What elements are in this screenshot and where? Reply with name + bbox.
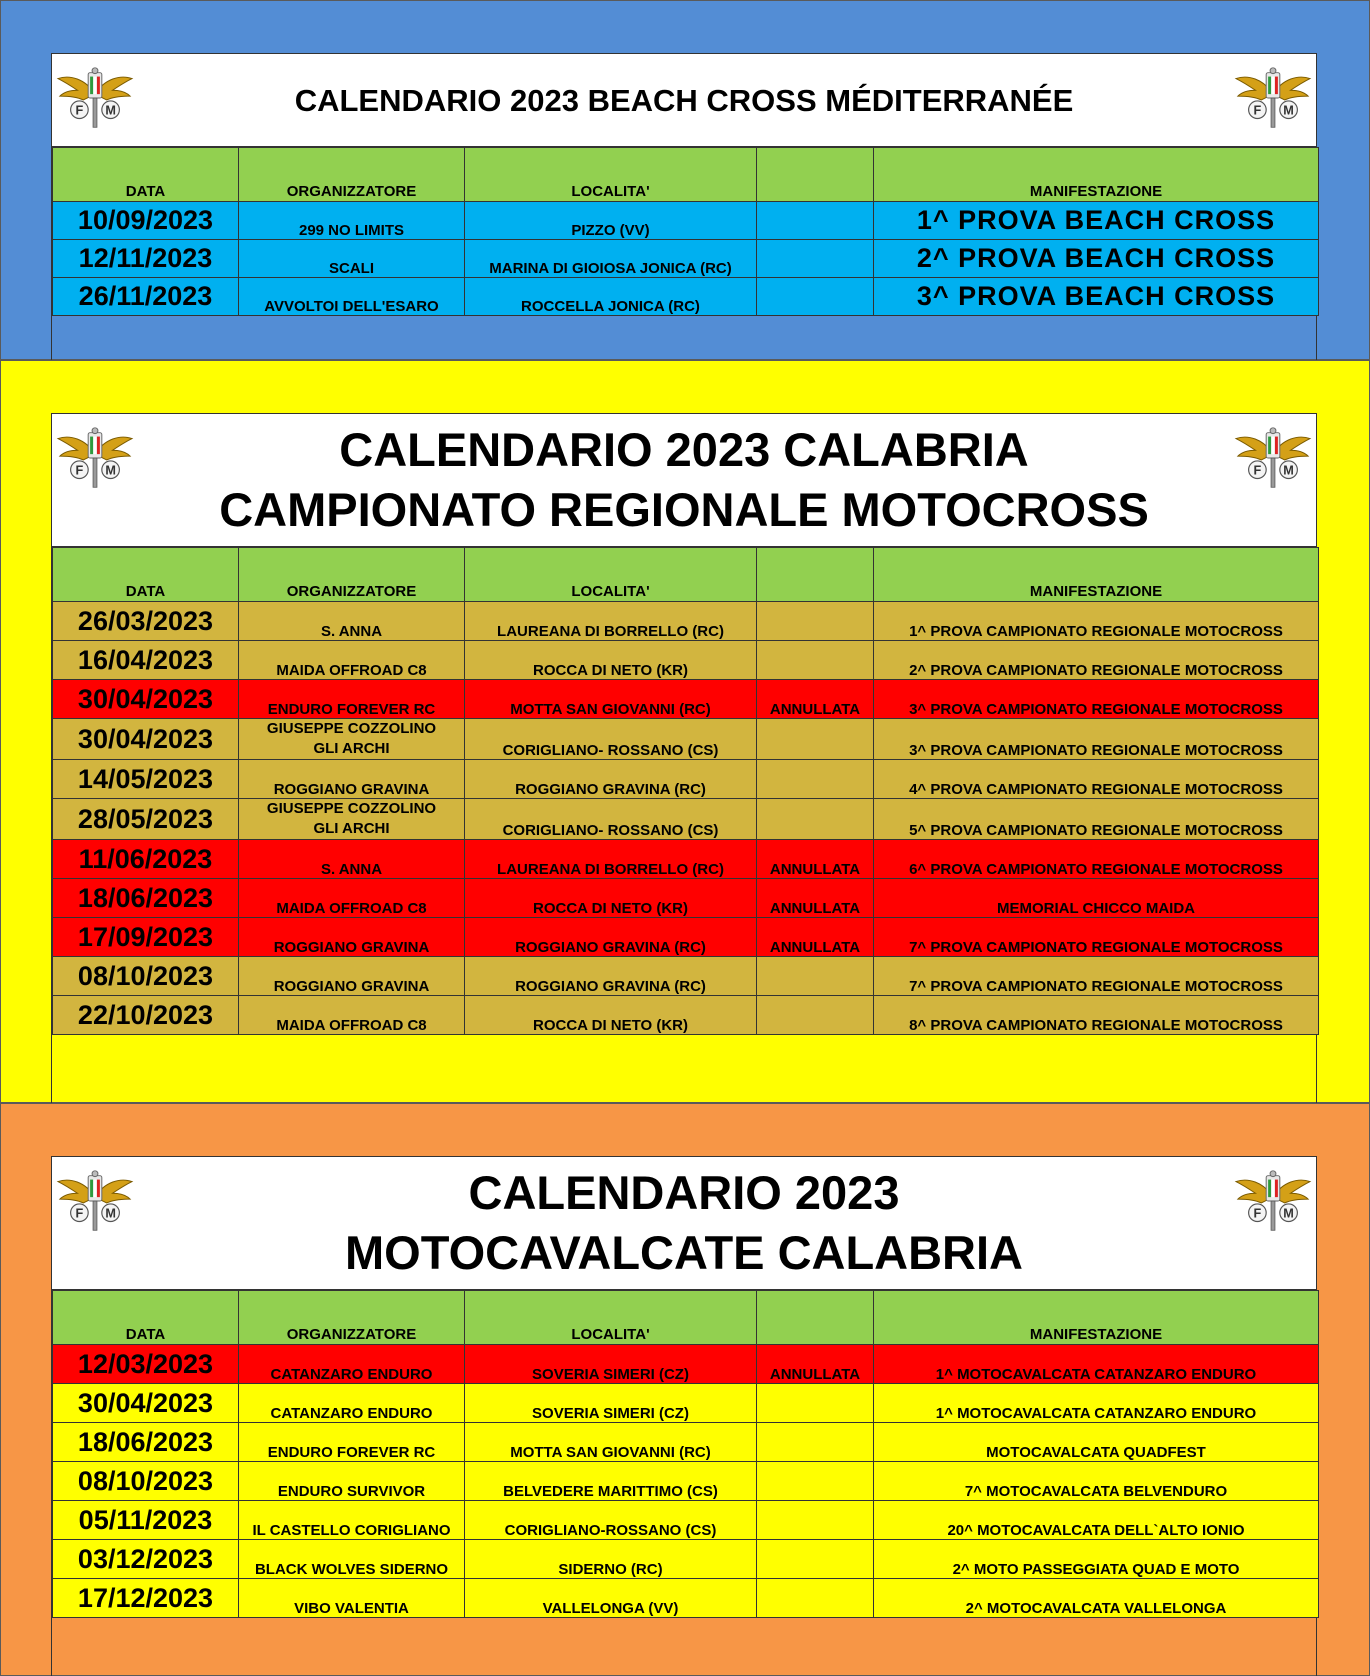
beach-table (52, 147, 1319, 316)
cell-data: 05/11/2023 (53, 1501, 239, 1540)
cell-manifestazione: 2^ MOTOCAVALCATA VALLELONGA (874, 1579, 1319, 1618)
cell-data: 03/12/2023 (53, 1540, 239, 1579)
cell-manifestazione: 7^ MOTOCAVALCATA BELVENDURO (874, 1462, 1319, 1501)
cell-localita: PIZZO (VV) (465, 202, 757, 240)
cell-manifestazione: 7^ PROVA CAMPIONATO REGIONALE MOTOCROSS (874, 957, 1319, 996)
cell-data: 28/05/2023 (53, 799, 239, 840)
table-row (53, 1579, 1319, 1618)
cell-organizzatore: ENDURO SURVIVOR (239, 1462, 465, 1501)
beach-panel (51, 53, 1317, 361)
cell-stato: ANNULLATA (757, 879, 874, 918)
cell-organizzatore: S. ANNA (239, 840, 465, 879)
cell-data: 14/05/2023 (53, 760, 239, 799)
col-header-organizzatore: ORGANIZZATORE (239, 1291, 465, 1345)
organizzatore-line2: GLI ARCHI (313, 820, 390, 837)
table-row (53, 278, 1319, 316)
col-header-stato (757, 548, 874, 602)
cell-stato (757, 719, 874, 760)
cell-manifestazione: 2^ MOTO PASSEGGIATA QUAD E MOTO (874, 1540, 1319, 1579)
cell-localita: BELVEDERE MARITTIMO (CS) (465, 1462, 757, 1501)
motocross-title-line2: CAMPIONATO REGIONALE MOTOCROSS (219, 483, 1149, 536)
table-row (53, 1423, 1319, 1462)
table-row (53, 879, 1319, 918)
cell-data: 10/09/2023 (53, 202, 239, 240)
cell-manifestazione: 1^ MOTOCAVALCATA CATANZARO ENDURO (874, 1345, 1319, 1384)
section-motocavalcate (0, 1103, 1370, 1676)
col-header-stato (757, 148, 874, 202)
cell-data: 11/06/2023 (53, 840, 239, 879)
cell-data: 17/09/2023 (53, 918, 239, 957)
cell-stato (757, 641, 874, 680)
cell-data: 12/03/2023 (53, 1345, 239, 1384)
cell-localita: MOTTA SAN GIOVANNI (RC) (465, 680, 757, 719)
table-row (53, 641, 1319, 680)
cell-manifestazione: 3^ PROVA BEACH CROSS (874, 278, 1319, 316)
cell-organizzatore: VIBO VALENTIA (239, 1579, 465, 1618)
cell-organizzatore: 299 NO LIMITS (239, 202, 465, 240)
col-header-manifestazione: MANIFESTAZIONE (874, 548, 1319, 602)
cell-data: 08/10/2023 (53, 957, 239, 996)
col-header-data: DATA (53, 148, 239, 202)
cell-organizzatore: BLACK WOLVES SIDERNO (239, 1540, 465, 1579)
col-header-localita: LOCALITA' (465, 148, 757, 202)
cell-data: 22/10/2023 (53, 996, 239, 1035)
col-header-organizzatore: ORGANIZZATORE (239, 148, 465, 202)
cell-stato (757, 1462, 874, 1501)
beach-title-box (52, 53, 1316, 147)
cell-manifestazione: 6^ PROVA CAMPIONATO REGIONALE MOTOCROSS (874, 840, 1319, 879)
table-row (53, 799, 1319, 840)
cell-localita: ROGGIANO GRAVINA (RC) (465, 957, 757, 996)
cell-data: 18/06/2023 (53, 879, 239, 918)
cell-data: 08/10/2023 (53, 1462, 239, 1501)
table-row (53, 1462, 1319, 1501)
col-header-localita: LOCALITA' (465, 1291, 757, 1345)
cell-stato (757, 1384, 874, 1423)
cell-localita: CORIGLIANO- ROSSANO (CS) (465, 799, 757, 840)
cell-localita: MARINA DI GIOIOSA JONICA (RC) (465, 240, 757, 278)
cell-stato (757, 1579, 874, 1618)
organizzatore-line1: GIUSEPPE COZZOLINO (266, 800, 437, 817)
table-row (53, 996, 1319, 1035)
cell-data: 26/03/2023 (53, 602, 239, 641)
cell-stato (757, 996, 874, 1035)
cell-data: 12/11/2023 (53, 240, 239, 278)
cell-stato (757, 799, 874, 840)
motocross-title-line1: CALENDARIO 2023 CALABRIA (339, 423, 1029, 476)
cell-organizzatore: S. ANNA (239, 602, 465, 641)
cell-data: 17/12/2023 (53, 1579, 239, 1618)
cell-stato: ANNULLATA (757, 1345, 874, 1384)
cell-localita: ROCCA DI NETO (KR) (465, 641, 757, 680)
table-row (53, 719, 1319, 760)
cell-manifestazione: 1^ MOTOCAVALCATA CATANZARO ENDURO (874, 1384, 1319, 1423)
col-header-stato (757, 1291, 874, 1345)
fmi-logo-icon (1234, 1167, 1312, 1237)
cell-organizzatore: ENDURO FOREVER RC (239, 680, 465, 719)
cell-manifestazione: 3^ PROVA CAMPIONATO REGIONALE MOTOCROSS (874, 719, 1319, 760)
table-row (53, 918, 1319, 957)
cell-localita: SOVERIA SIMERI (CZ) (465, 1345, 757, 1384)
cell-manifestazione: MOTOCAVALCATA QUADFEST (874, 1423, 1319, 1462)
cell-manifestazione: 7^ PROVA CAMPIONATO REGIONALE MOTOCROSS (874, 918, 1319, 957)
cell-manifestazione: 1^ PROVA CAMPIONATO REGIONALE MOTOCROSS (874, 602, 1319, 641)
cell-stato (757, 1423, 874, 1462)
cell-data: 18/06/2023 (53, 1423, 239, 1462)
table-row (53, 840, 1319, 879)
motocavalcate-title-line2: MOTOCAVALCATE CALABRIA (345, 1226, 1023, 1279)
cell-organizzatore: CATANZARO ENDURO (239, 1345, 465, 1384)
cell-organizzatore: SCALI (239, 240, 465, 278)
cell-data: 30/04/2023 (53, 1384, 239, 1423)
col-header-organizzatore: ORGANIZZATORE (239, 548, 465, 602)
fmi-logo-icon (56, 424, 134, 494)
cell-organizzatore: MAIDA OFFROAD C8 (239, 641, 465, 680)
table-row (53, 602, 1319, 641)
cell-localita: ROCCA DI NETO (KR) (465, 996, 757, 1035)
cell-stato (757, 1501, 874, 1540)
fmi-logo-icon (1234, 64, 1312, 134)
section-beach-cross (0, 0, 1370, 360)
cell-stato: ANNULLATA (757, 680, 874, 719)
cell-stato (757, 278, 874, 316)
col-header-manifestazione: MANIFESTAZIONE (874, 1291, 1319, 1345)
motocross-table (52, 547, 1319, 1035)
cell-organizzatore: MAIDA OFFROAD C8 (239, 879, 465, 918)
cell-localita: MOTTA SAN GIOVANNI (RC) (465, 1423, 757, 1462)
cell-manifestazione: 2^ PROVA BEACH CROSS (874, 240, 1319, 278)
fmi-logo-icon (56, 64, 134, 134)
col-header-data: DATA (53, 1291, 239, 1345)
table-row (53, 1540, 1319, 1579)
cell-stato: ANNULLATA (757, 840, 874, 879)
cell-localita: ROGGIANO GRAVINA (RC) (465, 918, 757, 957)
cell-manifestazione: 2^ PROVA CAMPIONATO REGIONALE MOTOCROSS (874, 641, 1319, 680)
cell-organizzatore: ROGGIANO GRAVINA (239, 918, 465, 957)
table-row (53, 957, 1319, 996)
cell-localita: SOVERIA SIMERI (CZ) (465, 1384, 757, 1423)
cell-localita: SIDERNO (RC) (465, 1540, 757, 1579)
motocavalcate-table (52, 1290, 1319, 1618)
motocavalcate-panel (51, 1156, 1317, 1676)
cell-localita: CORIGLIANO- ROSSANO (CS) (465, 719, 757, 760)
cell-stato (757, 1540, 874, 1579)
cell-organizzatore (239, 719, 465, 760)
section-motocross (0, 360, 1370, 1103)
cell-localita: LAUREANA DI BORRELLO (RC) (465, 840, 757, 879)
cell-stato (757, 202, 874, 240)
beach-title: CALENDARIO 2023 BEACH CROSS MÉDITERRANÉE (294, 83, 1074, 118)
cell-data: 26/11/2023 (53, 278, 239, 316)
cell-localita: ROCCA DI NETO (KR) (465, 879, 757, 918)
motocross-panel (51, 413, 1317, 1104)
cell-localita: ROCCELLA JONICA (RC) (465, 278, 757, 316)
cell-localita: LAUREANA DI BORRELLO (RC) (465, 602, 757, 641)
cell-stato (757, 760, 874, 799)
cell-manifestazione: MEMORIAL CHICCO MAIDA (874, 879, 1319, 918)
fmi-logo-icon (1234, 424, 1312, 494)
cell-stato (757, 240, 874, 278)
motocavalcate-title-box (52, 1156, 1316, 1290)
col-header-localita: LOCALITA' (465, 548, 757, 602)
cell-organizzatore: IL CASTELLO CORIGLIANO (239, 1501, 465, 1540)
organizzatore-line2: GLI ARCHI (313, 740, 390, 757)
cell-stato: ANNULLATA (757, 918, 874, 957)
cell-organizzatore: AVVOLTOI DELL'ESARO (239, 278, 465, 316)
cell-localita: VALLELONGA (VV) (465, 1579, 757, 1618)
cell-manifestazione: 4^ PROVA CAMPIONATO REGIONALE MOTOCROSS (874, 760, 1319, 799)
table-row (53, 240, 1319, 278)
col-header-manifestazione: MANIFESTAZIONE (874, 148, 1319, 202)
table-row (53, 1384, 1319, 1423)
motocavalcate-title-line1: CALENDARIO 2023 (468, 1166, 900, 1219)
cell-data: 16/04/2023 (53, 641, 239, 680)
table-row (53, 1501, 1319, 1540)
table-row (53, 1345, 1319, 1384)
cell-manifestazione: 3^ PROVA CAMPIONATO REGIONALE MOTOCROSS (874, 680, 1319, 719)
fmi-logo-icon (56, 1167, 134, 1237)
cell-data: 30/04/2023 (53, 719, 239, 760)
cell-organizzatore: MAIDA OFFROAD C8 (239, 996, 465, 1035)
organizzatore-line1: GIUSEPPE COZZOLINO (266, 720, 437, 737)
cell-manifestazione: 20^ MOTOCAVALCATA DELL`ALTO IONIO (874, 1501, 1319, 1540)
cell-stato (757, 602, 874, 641)
cell-data: 30/04/2023 (53, 680, 239, 719)
cell-organizzatore: ROGGIANO GRAVINA (239, 957, 465, 996)
table-row (53, 680, 1319, 719)
cell-organizzatore: CATANZARO ENDURO (239, 1384, 465, 1423)
cell-organizzatore: ENDURO FOREVER RC (239, 1423, 465, 1462)
table-row (53, 202, 1319, 240)
cell-localita: ROGGIANO GRAVINA (RC) (465, 760, 757, 799)
motocross-title-box (52, 413, 1316, 547)
cell-manifestazione: 8^ PROVA CAMPIONATO REGIONALE MOTOCROSS (874, 996, 1319, 1035)
cell-organizzatore (239, 799, 465, 840)
cell-manifestazione: 5^ PROVA CAMPIONATO REGIONALE MOTOCROSS (874, 799, 1319, 840)
cell-stato (757, 957, 874, 996)
cell-localita: CORIGLIANO-ROSSANO (CS) (465, 1501, 757, 1540)
cell-manifestazione: 1^ PROVA BEACH CROSS (874, 202, 1319, 240)
cell-organizzatore: ROGGIANO GRAVINA (239, 760, 465, 799)
table-row (53, 760, 1319, 799)
col-header-data: DATA (53, 548, 239, 602)
